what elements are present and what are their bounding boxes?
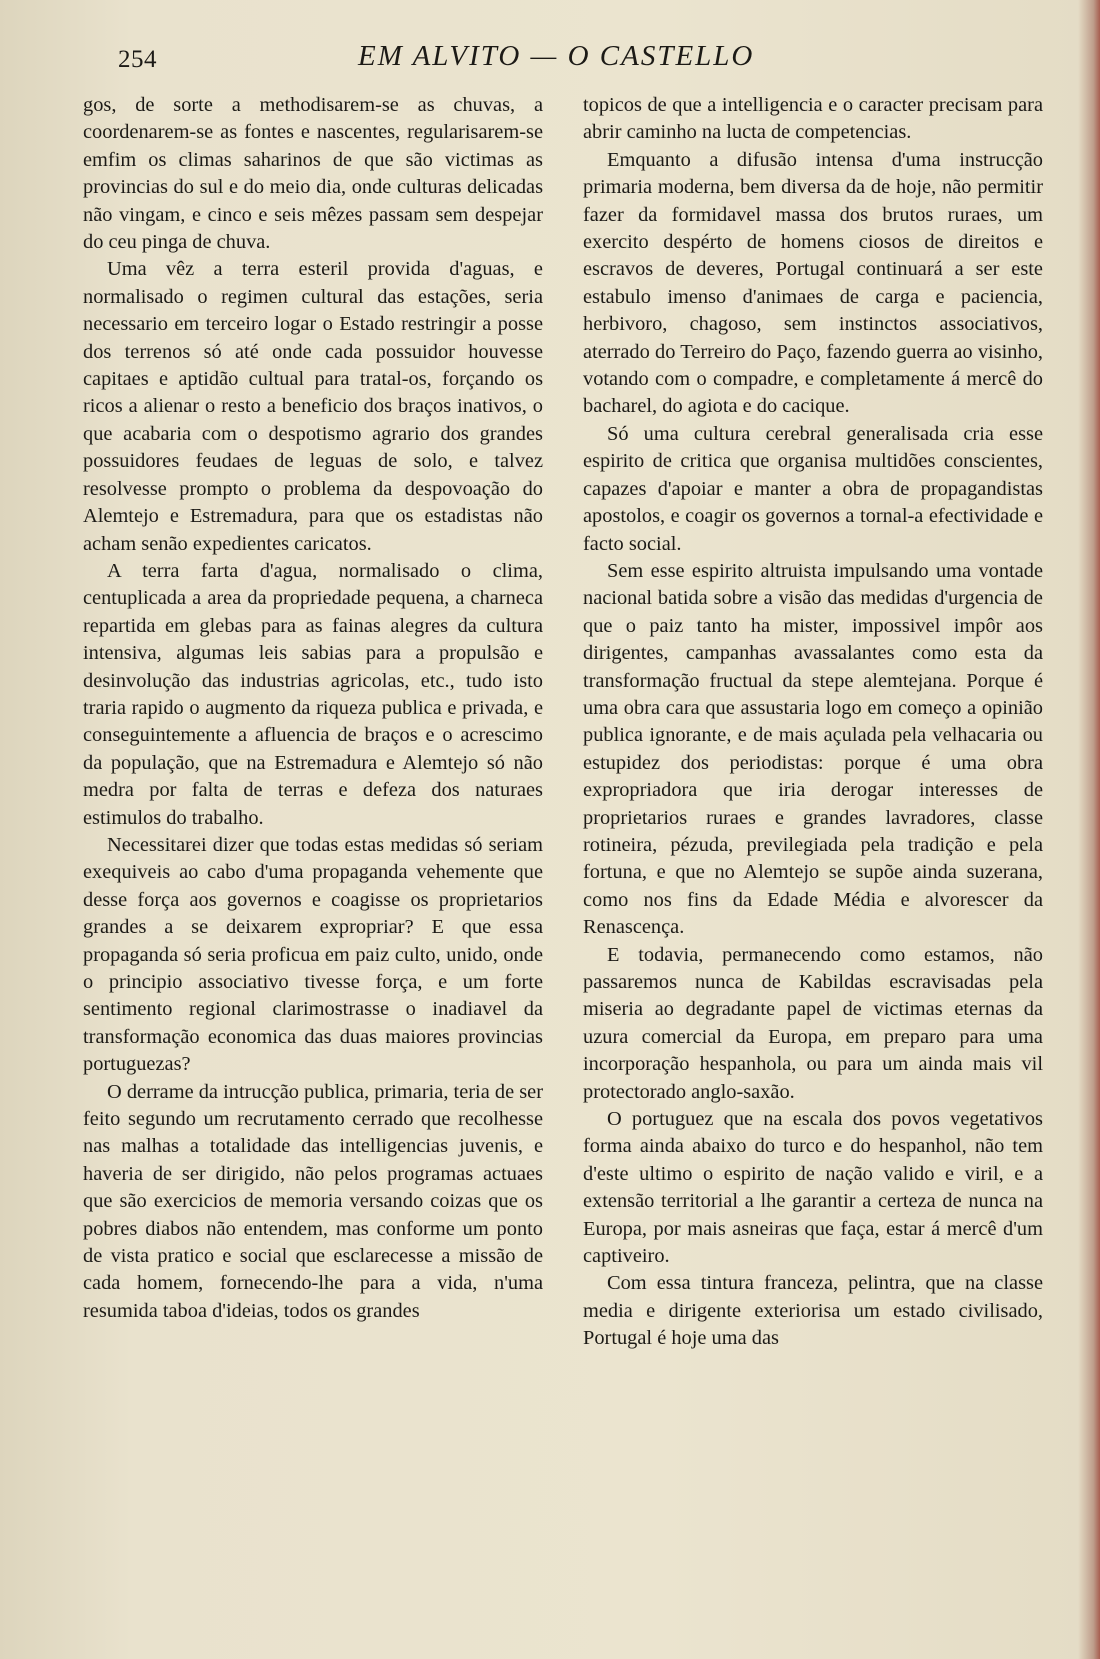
paragraph: Com essa tintura franceza, pelintra, que na classe media e dirigente exteriorisa um estado civilisado, Portugal é hoje uma das [583, 1272, 1043, 1350]
page-edge-shadow [1078, 0, 1100, 1659]
paragraph: Só uma cultura cerebral generalisada cria esse espirito de critica que organisa multidões conscientes, capazes d'apoiar e manter a obra de propagandistas apostolos, e coagir os governos a tornal-a efectividade e facto social. [583, 422, 1043, 555]
paragraph: A terra farta d'agua, normalisado o clima, centuplicada a area da propriedade pequena, a charneca repartida em glebas para as fainas alegres da cultura intensiva, algumas leis sabias para a propulsão e desinvolução das industrias agricolas, etc., tudo isto traria rapido o augmento da riqueza publica e privada, e conseguintemente a afluencia de braços e o acrescimo da população, que na Estremadura e Alemtejo só não medra por falta de terras e defeza dos naturaes estimulos do trabalho. [83, 559, 543, 829]
paragraph: gos, de sorte a methodisarem-se as chuvas, a coordenarem-se as fontes e nascentes, regularisarem-se emfim os climas saharinos de que são victimas as provincias do sul e do meio dia, onde culturas delicadas não vingam, e cinco e seis mêzes passam sem despejar do ceu pinga de chuva. [83, 94, 543, 254]
right-column [583, 92, 1043, 1647]
page-header [118, 40, 1058, 80]
paragraph: Sem esse espirito altruista impulsando uma vontade nacional batida sobre a visão das medidas d'urgencia de que o paiz tanto ha mister, impossivel impôr aos dirigentes, campanhas avassalantes como esta da transformação fructual da stepe alemtejana. Porque é uma obra cara que assustaria logo em começo a opinião publica ignorante, e de mais açulada pela velhacaria ou estupidez dos periodistas: porque é uma obra expropriadora que iria derogar interesses de proprietarios ruraes e grandes lavradores, classe rotineira, pézuda, previlegiada pela tradição e pela fortuna, e que no Alemtejo se supõe ainda suzerana, como nos fins da Edade Média e alvorescer da Renascença. [583, 559, 1043, 939]
paragraph: Necessitarei dizer que todas estas medidas só seriam exequiveis ao cabo d'uma propaganda vehemente que desse força aos governos e coagisse os proprietarios grandes a se deixarem expropriar? E que essa propaganda só seria proficua em paiz culto, unido, onde o principio associativo tivesse força, e um forte sentimento regional clarimostrasse o inadiavel da transformação economica das duas maiores provincias portuguezas? [83, 833, 543, 1076]
paragraph: O derrame da intrucção publica, primaria, teria de ser feito segundo um recrutamento cerrado que recolhesse nas malhas a totalidade das intelligencias juvenis, e haveria de ser dirigido, não pelos programas actuaes que são exercicios de memoria versando coizas que os pobres diabos não entendem, mas conforme um ponto de vista pratico e social que esclarecesse a missão de cada homem, fornecendo-lhe para a vida, n'uma resumida taboa d'ideias, todos os grandes [83, 1080, 543, 1322]
paragraph: O portuguez que na escala dos povos vegetativos forma ainda abaixo do turco e do hespanhol, não tem d'este ultimo o espirito de nação valido e viril, e a extensão territorial a lhe garantir a certeza de nunca na Europa, por mais asneiras que faça, estar á mercê d'um captiveiro. [583, 1108, 1043, 1268]
left-column [83, 92, 543, 1647]
page-number: 254 [118, 46, 157, 73]
running-head: EM ALVITO — O CASTELLO [358, 40, 755, 72]
paragraph: Emquanto a difusão intensa d'uma instrucção primaria moderna, bem diversa da de hoje, não permitir fazer da formidavel massa dos brutos ruraes, um exercito despérto de homens ciosos de direitos e escravos de deveres, Portugal continuará a ser este estabulo imenso d'animaes de carga e paciencia, herbivoro, chagoso, sem instinctos associativos, aterrado do Terreiro do Paço, fazendo guerra ao visinho, votando com o compadre, e completamente á mercê do bacharel, do agiota e do cacique. [583, 148, 1043, 418]
paragraph: Uma vêz a terra esteril provida d'aguas, e normalisado o regimen cultural das estações, seria necessario em terceiro logar o Estado restringir a posse dos terrenos só até onde cada possuidor houvesse capitaes e aptidão cultual para tratal-os, forçando os ricos a alienar o resto a beneficio dos braços inativos, o que acabaria com o despotismo agrario dos grandes possuidores feudaes de leguas de solo, e talvez resolvesse prompto o problema da despovoação do Alemtejo e Estremadura, para que os estadistas não acham senão expedientes caricatos. [83, 258, 543, 555]
paragraph: E todavia, permanecendo como estamos, não passaremos nunca de Kabildas escravisadas pela miseria ao degradante papel de victimas eternas da uzura comercial da Europa, em preparo para uma incorporação hespanhola, ou para um ainda mais vil protectorado anglo-saxão. [583, 943, 1043, 1103]
paragraph: topicos de que a intelligencia e o caracter precisam para abrir caminho na lucta de competencias. [583, 94, 1043, 144]
